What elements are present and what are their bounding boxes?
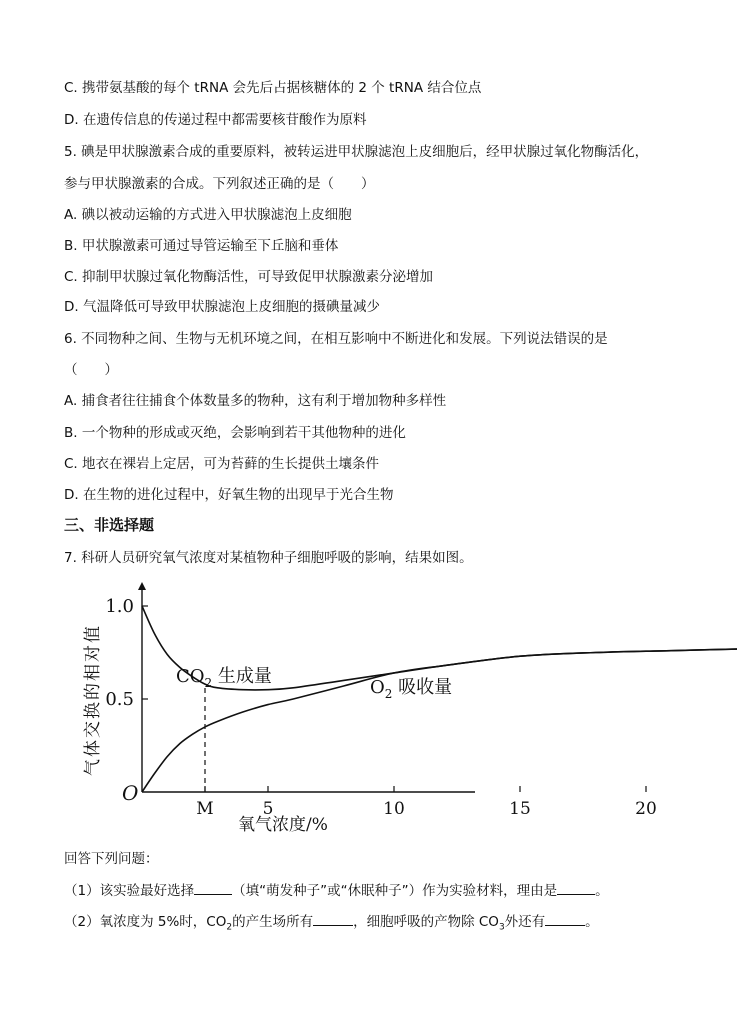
question-7-prompt: 回答下列问题：: [64, 851, 159, 867]
sub2-subscript-2: 3: [498, 922, 505, 933]
chart-svg: [80, 578, 657, 840]
question-5-option-d: D. 气温降低可导致甲状腺滤泡上皮细胞的摄碘量减少: [64, 299, 380, 315]
gas-exchange-chart: [80, 578, 657, 840]
sub2-text-a: （2）氧浓度为 5%时，CO: [64, 914, 227, 930]
sub1-text-c: 。: [595, 883, 609, 899]
question-5-stem-line2: 参与甲状腺激素的合成。下列叙述正确的是（ ）: [64, 176, 375, 192]
x-tick-label: 10: [383, 799, 405, 819]
question-6-option-c: C. 地衣在裸岩上定居，可为苔藓的生长提供土壤条件: [64, 456, 380, 472]
section-heading: 三、非选择题: [64, 516, 155, 534]
sub1-text-b: （填“萌发种子”或“休眠种子”）作为实验材料，理由是: [232, 883, 558, 899]
sub2-text-b: 的产生场所有: [232, 914, 314, 930]
x-tick-label: M: [196, 799, 214, 819]
question-5-option-c: C. 抑制甲状腺过氧化物酶活性，可导致促甲状腺激素分泌增加: [64, 269, 434, 285]
question-7-sub1: [64, 882, 609, 900]
question-5-option-b: B. 甲状腺激素可通过导管运输至下丘脑和垂体: [64, 238, 339, 254]
x-tick-label: 15: [509, 799, 531, 819]
option-d-prev: D. 在遗传信息的传递过程中都需要核苷酸作为原料: [64, 112, 367, 128]
x-tick-label: 20: [635, 799, 657, 819]
y-tick-label: 0.5: [105, 689, 134, 710]
y-tick-label: 1.0: [105, 596, 134, 617]
x-axis-label: 氧气浓度/%: [238, 815, 328, 835]
option-c-prev: C. 携带氨基酸的每个 tRNA 会先后占据核糖体的 2 个 tRNA 结合位点: [64, 80, 482, 96]
question-7-sub2: [64, 913, 599, 937]
answer-blank-3[interactable]: [313, 913, 353, 926]
x-tick-label: 5: [262, 799, 274, 819]
question-6-stem-line2: （ ）: [64, 362, 118, 378]
sub2-text-d: 外还有: [504, 914, 546, 930]
co2-series-label: $CO_2$ 生成量: [176, 666, 272, 690]
o2-series-label: $O_2$ 吸收量: [370, 677, 453, 701]
origin-label: O: [122, 781, 139, 805]
sub2-subscript-1: 2: [226, 922, 233, 933]
y-axis-label: 气体交换的相对值: [83, 624, 103, 776]
answer-blank-2[interactable]: [557, 882, 595, 895]
sub2-text-c: ，细胞呼吸的产物除 CO: [353, 914, 499, 930]
answer-blank-1[interactable]: [194, 882, 232, 895]
question-6-option-d: D. 在生物的进化过程中，好氧生物的出现早于光合生物: [64, 487, 394, 503]
answer-blank-4[interactable]: [545, 913, 585, 926]
question-6-option-b: B. 一个物种的形成或灭绝，会影响到若干其他物种的进化: [64, 425, 406, 441]
sub2-text-e: 。: [585, 914, 599, 930]
question-5-stem-line1: 5. 碘是甲状腺激素合成的重要原料，被转运进甲状腺滤泡上皮细胞后，经甲状腺过氧化物酶活化，: [64, 144, 649, 160]
question-5-option-a: A. 碘以被动运输的方式进入甲状腺滤泡上皮细胞: [64, 207, 352, 223]
question-6-option-a: A. 捕食者往往捕食个体数量多的物种，这有利于增加物种多样性: [64, 393, 447, 409]
question-7-stem: 7. 科研人员研究氧气浓度对某植物种子细胞呼吸的影响，结果如图。: [64, 550, 473, 566]
question-6-stem-line1: 6. 不同物种之间、生物与无机环境之间，在相互影响中不断进化和发展。下列说法错误的是: [64, 331, 608, 347]
sub1-text-a: （1）该实验最好选择: [64, 883, 195, 899]
